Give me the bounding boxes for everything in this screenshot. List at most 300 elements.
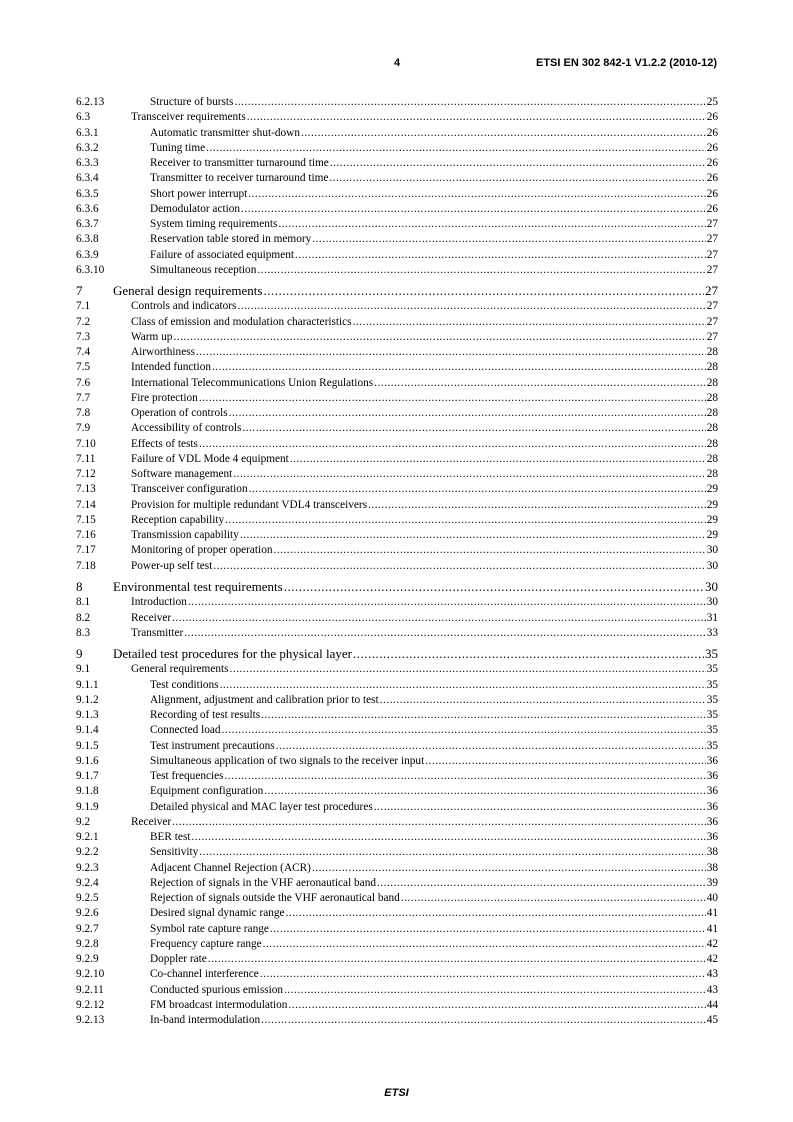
toc-entry-number: 9.2	[76, 815, 91, 828]
toc-entry-number: 9.1.4	[76, 724, 99, 737]
toc-entry[interactable]	[76, 708, 718, 723]
toc-entry-line	[150, 845, 718, 860]
toc-entry-number: 8.1	[76, 596, 91, 609]
toc-entry-title: Equipment configuration	[150, 784, 264, 799]
toc-entry-page: 26	[706, 111, 718, 124]
toc-entry[interactable]	[76, 421, 718, 436]
toc-entry[interactable]	[76, 482, 718, 497]
toc-entry-title: Rejection of signals outside the VHF aeronautical band	[150, 891, 401, 906]
toc-entry[interactable]	[76, 723, 718, 738]
toc-entry-title: Rejection of signals in the VHF aeronautical band	[150, 876, 377, 891]
toc-entry-line	[150, 126, 718, 141]
toc-entry-line	[131, 406, 718, 421]
toc-entry-page: 26	[706, 126, 718, 139]
toc-entry-number: 9.2.10	[76, 968, 105, 981]
toc-entry-page: 36	[706, 770, 718, 783]
toc-entry[interactable]	[76, 360, 718, 375]
toc-entry-line	[131, 345, 718, 360]
toc-entry[interactable]	[76, 467, 718, 482]
toc-entry-line	[150, 952, 718, 967]
toc-entry-line	[131, 482, 718, 497]
toc-entry-line	[113, 283, 718, 299]
toc-entry-title: Doppler rate	[150, 952, 208, 967]
toc-entry-number: 7.16	[76, 529, 96, 542]
toc-entry-line	[150, 708, 718, 723]
toc-entry-number: 6.3.2	[76, 141, 99, 154]
toc-entry-title: Transmission capability	[131, 528, 240, 543]
toc-entry-title: Conducted spurious emission	[150, 983, 284, 998]
toc-entry-page: 28	[706, 437, 718, 450]
toc-entry-title: Software management	[131, 467, 233, 482]
toc-entry[interactable]	[76, 937, 718, 952]
toc-entry[interactable]	[76, 891, 718, 906]
toc-entry-title: Frequency capture range	[150, 937, 263, 952]
toc-entry[interactable]	[76, 983, 718, 998]
toc-entry-title: Detailed test procedures for the physical layer	[113, 646, 352, 662]
toc-dot-leader	[249, 482, 706, 497]
toc-entry-page: 30	[706, 544, 718, 557]
toc-dot-leader	[288, 998, 705, 1013]
toc-entry[interactable]	[76, 376, 718, 391]
toc-entry-line	[150, 248, 718, 263]
toc-entry-page: 30	[705, 578, 718, 594]
toc-entry-page: 25	[706, 96, 718, 108]
toc-entry[interactable]	[76, 437, 718, 452]
toc-dot-leader	[172, 611, 706, 626]
toc-entry-number: 6.3.4	[76, 172, 99, 185]
toc-entry[interactable]	[76, 202, 718, 217]
table-of-contents	[76, 95, 718, 1028]
toc-entry[interactable]	[76, 739, 718, 754]
toc-entry-page: 28	[706, 452, 718, 465]
toc-entry-line	[131, 360, 718, 375]
toc-entry[interactable]	[76, 559, 718, 574]
toc-entry-line	[150, 876, 718, 891]
toc-entry-number: 9.1.8	[76, 785, 99, 798]
toc-entry-title: Controls and indicators	[131, 299, 237, 314]
toc-entry-line	[131, 626, 718, 641]
toc-entry-title: Structure of bursts	[150, 95, 234, 110]
toc-entry-title: Test instrument precautions	[150, 739, 276, 754]
toc-entry-page: 29	[706, 483, 718, 496]
toc-entry-line	[150, 983, 718, 998]
toc-entry[interactable]	[76, 141, 718, 156]
toc-entry-number: 9.1.3	[76, 709, 99, 722]
toc-entry-page: 45	[706, 1014, 718, 1027]
toc-entry-page: 38	[706, 861, 718, 874]
toc-entry-line	[150, 830, 718, 845]
toc-dot-leader	[312, 861, 706, 876]
toc-entry-title: General design requirements	[113, 283, 263, 298]
toc-entry-title: Short power interrupt	[150, 187, 248, 202]
toc-dot-leader	[248, 187, 705, 202]
toc-entry-line	[150, 263, 718, 278]
toc-dot-leader	[237, 299, 705, 314]
toc-entry-page: 35	[706, 663, 718, 676]
toc-entry-title: Simultaneous application of two signals to the receiver input	[150, 754, 425, 769]
toc-entry-page: 28	[706, 407, 718, 420]
toc-dot-leader	[242, 421, 705, 436]
toc-entry-title: Receiver	[131, 815, 172, 830]
toc-entry-number: 9.2.5	[76, 892, 99, 905]
toc-entry-page: 27	[706, 233, 718, 246]
toc-entry[interactable]	[76, 330, 718, 345]
toc-entry-line	[131, 467, 718, 482]
toc-entry-line	[150, 922, 718, 937]
toc-entry-title: Recording of test results	[150, 708, 261, 723]
toc-entry-title: Transmitter to receiver turnaround time	[150, 171, 329, 186]
toc-entry[interactable]	[76, 391, 718, 406]
toc-entry-page: 27	[706, 218, 718, 230]
toc-entry[interactable]	[76, 595, 718, 610]
toc-entry-page: 28	[706, 376, 718, 389]
toc-dot-leader	[261, 708, 706, 723]
toc-entry-number: 7.11	[76, 452, 96, 465]
toc-entry-line	[150, 998, 718, 1013]
toc-entry[interactable]	[76, 95, 718, 110]
toc-entry-title: Test conditions	[150, 678, 220, 693]
toc-entry-page: 43	[706, 983, 718, 996]
toc-dot-leader	[260, 967, 706, 982]
toc-entry-line	[150, 217, 718, 232]
toc-dot-leader	[173, 330, 705, 345]
toc-dot-leader	[353, 315, 706, 330]
toc-entry-line	[113, 579, 718, 595]
toc-entry-page: 28	[706, 391, 718, 404]
toc-entry-page: 26	[706, 187, 718, 200]
toc-entry-number: 9.2.2	[76, 846, 99, 859]
toc-entry-line	[150, 232, 718, 247]
toc-entry-number: 6.3.10	[76, 263, 105, 276]
toc-entry-title: Warm up	[131, 330, 173, 345]
toc-entry-number: 8.3	[76, 626, 91, 639]
toc-dot-leader	[233, 467, 705, 482]
toc-entry-page: 35	[706, 739, 718, 752]
toc-entry-title: Transceiver requirements	[131, 110, 247, 125]
toc-entry-title: Symbol rate capture range	[150, 922, 270, 937]
toc-dot-leader	[353, 646, 704, 662]
toc-dot-leader	[199, 437, 706, 452]
toc-dot-leader	[330, 156, 706, 171]
toc-entry-number: 9.2.8	[76, 937, 99, 950]
toc-dot-leader	[380, 693, 706, 708]
toc-entry-title: In-band intermodulation	[150, 1013, 261, 1028]
toc-entry-number: 7.1	[76, 300, 91, 313]
toc-entry-line	[131, 315, 718, 330]
toc-dot-leader	[225, 513, 706, 528]
toc-entry-line	[131, 815, 718, 830]
toc-entry-line	[150, 693, 718, 708]
toc-dot-leader	[184, 626, 705, 641]
toc-entry-number: 7.7	[76, 391, 91, 404]
toc-entry-page: 29	[706, 498, 718, 511]
toc-dot-leader	[240, 528, 706, 543]
toc-dot-leader	[191, 830, 705, 845]
toc-entry-number: 6.3	[76, 111, 91, 124]
toc-entry-line	[150, 906, 718, 921]
toc-entry-page: 28	[706, 361, 718, 374]
toc-entry-page: 27	[705, 283, 718, 298]
toc-entry-page: 35	[706, 724, 718, 737]
toc-entry-number: 9.2.9	[76, 953, 99, 966]
toc-entry-title: Connected load	[150, 723, 222, 738]
toc-entry-page: 27	[706, 315, 718, 328]
toc-entry-number: 9.1	[76, 663, 91, 676]
page-footer: ETSI	[384, 1087, 409, 1099]
toc-entry-page: 26	[706, 141, 718, 154]
toc-dot-leader	[199, 391, 706, 406]
toc-dot-leader	[241, 202, 706, 217]
toc-entry-title: Class of emission and modulation characteristics	[131, 315, 353, 330]
toc-entry-page: 31	[706, 611, 718, 624]
toc-entry-page: 26	[706, 202, 718, 215]
toc-entry-page: 36	[706, 754, 718, 767]
toc-entry[interactable]	[76, 232, 718, 247]
toc-dot-leader	[263, 283, 704, 299]
toc-entry-number: 9.1.9	[76, 800, 99, 813]
toc-entry-title: Transceiver configuration	[131, 482, 249, 497]
toc-entry[interactable]	[76, 299, 718, 314]
toc-entry[interactable]	[76, 626, 718, 641]
toc-section-heading[interactable]	[76, 579, 718, 595]
toc-entry-number: 9.1.5	[76, 739, 99, 752]
toc-entry-line	[131, 110, 718, 125]
toc-dot-leader	[188, 595, 706, 610]
toc-entry-number: 7.2	[76, 315, 91, 328]
toc-entry-line	[150, 861, 718, 876]
toc-entry-line	[131, 330, 718, 345]
toc-entry[interactable]	[76, 998, 718, 1013]
toc-entry-title: Introduction	[131, 595, 188, 610]
toc-entry[interactable]	[76, 967, 718, 982]
toc-entry-title: Operation of controls	[131, 406, 229, 421]
toc-entry-page: 41	[706, 907, 718, 920]
page-header	[0, 57, 793, 73]
toc-entry[interactable]	[76, 784, 718, 799]
toc-entry-page: 35	[705, 646, 718, 662]
toc-entry[interactable]	[76, 876, 718, 891]
toc-entry[interactable]	[76, 498, 718, 513]
toc-entry-number: 7.4	[76, 346, 91, 359]
toc-entry-page: 38	[706, 846, 718, 859]
toc-entry-line	[150, 141, 718, 156]
toc-entry-page: 35	[706, 678, 718, 691]
toc-entry-line	[131, 421, 718, 436]
toc-entry-number: 9.2.7	[76, 922, 99, 935]
toc-dot-leader	[374, 800, 706, 815]
toc-dot-leader	[213, 559, 705, 574]
toc-entry-number: 7.12	[76, 468, 96, 481]
toc-entry-number: 7.14	[76, 498, 96, 511]
toc-entry-page: 28	[706, 468, 718, 481]
toc-entry[interactable]	[76, 861, 718, 876]
toc-entry-page: 33	[706, 626, 718, 639]
toc-entry-number: 7.17	[76, 544, 96, 557]
toc-entry[interactable]	[76, 513, 718, 528]
toc-dot-leader	[274, 543, 706, 558]
toc-entry-line	[131, 543, 718, 558]
toc-entry[interactable]	[76, 315, 718, 330]
toc-entry-number: 6.3.5	[76, 187, 99, 200]
toc-entry-number: 7.5	[76, 361, 91, 374]
toc-entry-line	[131, 559, 718, 574]
toc-entry-title: Detailed physical and MAC layer test procedures	[150, 800, 374, 815]
toc-dot-leader	[284, 983, 706, 998]
toc-entry-line	[150, 1013, 718, 1028]
toc-entry[interactable]	[76, 906, 718, 921]
toc-entry-number: 7.10	[76, 437, 96, 450]
toc-entry-number: 9.2.12	[76, 998, 105, 1011]
toc-entry-title: General requirements	[131, 662, 230, 677]
toc-entry-number: 9.1.7	[76, 770, 99, 783]
toc-entry[interactable]	[76, 611, 718, 626]
toc-section-heading[interactable]	[76, 283, 718, 299]
toc-dot-leader	[295, 248, 706, 263]
toc-entry-line	[131, 611, 718, 626]
toc-entry-number: 9	[76, 646, 83, 662]
toc-entry-line	[150, 754, 718, 769]
toc-entry[interactable]	[76, 110, 718, 125]
toc-entry[interactable]	[76, 800, 718, 815]
toc-entry-title: Adjacent Channel Rejection (ACR)	[150, 861, 312, 876]
toc-entry-number: 7.8	[76, 407, 91, 420]
toc-entry-number: 7.9	[76, 422, 91, 435]
toc-entry-number: 7	[76, 283, 83, 298]
toc-dot-leader	[261, 1013, 706, 1028]
toc-entry-title: Monitoring of proper operation	[131, 543, 274, 558]
toc-entry[interactable]	[76, 678, 718, 693]
toc-entry-line	[150, 187, 718, 202]
toc-entry[interactable]	[76, 754, 718, 769]
toc-entry-page: 36	[706, 785, 718, 798]
toc-dot-leader	[247, 110, 706, 125]
toc-entry[interactable]	[76, 528, 718, 543]
toc-entry-title: Demodulator action	[150, 202, 241, 217]
toc-entry[interactable]	[76, 845, 718, 860]
toc-entry[interactable]	[76, 452, 718, 467]
toc-entry-page: 28	[706, 422, 718, 435]
toc-entry-number: 6.3.8	[76, 233, 99, 246]
toc-dot-leader	[196, 345, 706, 360]
toc-entry-number: 7.13	[76, 483, 96, 496]
toc-entry-line	[113, 646, 718, 662]
toc-entry-title: Sensitivity	[150, 845, 199, 860]
toc-dot-leader	[208, 952, 706, 967]
toc-entry[interactable]	[76, 952, 718, 967]
toc-entry-line	[131, 498, 718, 513]
toc-entry-page: 40	[706, 892, 718, 905]
toc-entry-line	[131, 513, 718, 528]
toc-entry[interactable]	[76, 248, 718, 263]
toc-entry-number: 9.1.1	[76, 678, 99, 691]
toc-entry-number: 8.2	[76, 611, 91, 624]
toc-entry-line	[150, 967, 718, 982]
toc-entry-title: Airworthiness	[131, 345, 196, 360]
toc-entry-line	[150, 784, 718, 799]
toc-entry[interactable]	[76, 187, 718, 202]
toc-entry[interactable]	[76, 406, 718, 421]
toc-dot-leader	[401, 891, 706, 906]
toc-dot-leader	[230, 662, 706, 677]
toc-dot-leader	[199, 845, 705, 860]
toc-entry-title: Co-channel interference	[150, 967, 260, 982]
toc-entry[interactable]	[76, 815, 718, 830]
toc-entry-page: 44	[706, 998, 718, 1011]
toc-entry-title: Simultaneous reception	[150, 263, 257, 278]
toc-dot-leader	[374, 376, 706, 391]
toc-entry-page: 26	[706, 157, 718, 169]
toc-entry-page: 30	[706, 596, 718, 609]
toc-entry-title: System timing requirements	[150, 217, 278, 232]
toc-dot-leader	[284, 579, 704, 595]
toc-entry[interactable]	[76, 156, 718, 171]
toc-entry-line	[131, 662, 718, 677]
toc-entry-number: 9.1.2	[76, 693, 99, 706]
toc-entry-page: 30	[706, 559, 718, 572]
toc-entry[interactable]	[76, 171, 718, 186]
toc-entry-number: 9.2.1	[76, 831, 99, 844]
toc-entry[interactable]	[76, 126, 718, 141]
toc-entry-line	[131, 376, 718, 391]
toc-entry-number: 9.2.4	[76, 876, 99, 889]
toc-entry-number: 6.2.13	[76, 96, 105, 108]
toc-entry-line	[131, 299, 718, 314]
toc-entry-line	[150, 800, 718, 815]
toc-entry[interactable]	[76, 922, 718, 937]
toc-entry[interactable]	[76, 345, 718, 360]
toc-entry-line	[150, 739, 718, 754]
toc-entry[interactable]	[76, 543, 718, 558]
toc-entry[interactable]	[76, 263, 718, 278]
toc-entry-line	[131, 452, 718, 467]
toc-entry-line	[150, 937, 718, 952]
toc-entry-line	[150, 171, 718, 186]
toc-entry-number: 6.3.7	[76, 218, 99, 230]
toc-entry[interactable]	[76, 830, 718, 845]
toc-entry[interactable]	[76, 693, 718, 708]
toc-entry-title: Automatic transmitter shut-down	[150, 126, 301, 141]
toc-dot-leader	[278, 217, 705, 232]
toc-dot-leader	[222, 723, 706, 738]
toc-entry-page: 36	[706, 800, 718, 813]
toc-section-heading[interactable]	[76, 646, 718, 662]
toc-entry-line	[150, 156, 718, 171]
toc-dot-leader	[225, 769, 706, 784]
toc-entry[interactable]	[76, 217, 718, 232]
toc-entry-page: 35	[706, 693, 718, 706]
toc-entry-page: 39	[706, 876, 718, 889]
toc-dot-leader	[377, 876, 706, 891]
toc-dot-leader	[329, 171, 705, 186]
toc-entry-page: 29	[706, 529, 718, 542]
toc-entry-page: 27	[706, 248, 718, 261]
toc-entry[interactable]	[76, 662, 718, 677]
toc-dot-leader	[264, 784, 705, 799]
toc-entry-number: 9.2.6	[76, 907, 99, 920]
toc-entry-page: 36	[706, 815, 718, 828]
toc-dot-leader	[234, 95, 705, 110]
toc-entry-title: International Telecommunications Union Regulations	[131, 376, 374, 391]
toc-entry-page: 27	[706, 330, 718, 343]
toc-entry-number: 6.3.3	[76, 157, 99, 169]
toc-dot-leader	[425, 754, 705, 769]
toc-entry-title: Test frequencies	[150, 769, 225, 784]
toc-entry[interactable]	[76, 769, 718, 784]
toc-entry-title: Tuning time	[150, 141, 206, 156]
toc-entry-title: Intended function	[131, 360, 212, 375]
toc-entry-number: 7.18	[76, 559, 96, 572]
toc-entry[interactable]	[76, 1013, 718, 1028]
